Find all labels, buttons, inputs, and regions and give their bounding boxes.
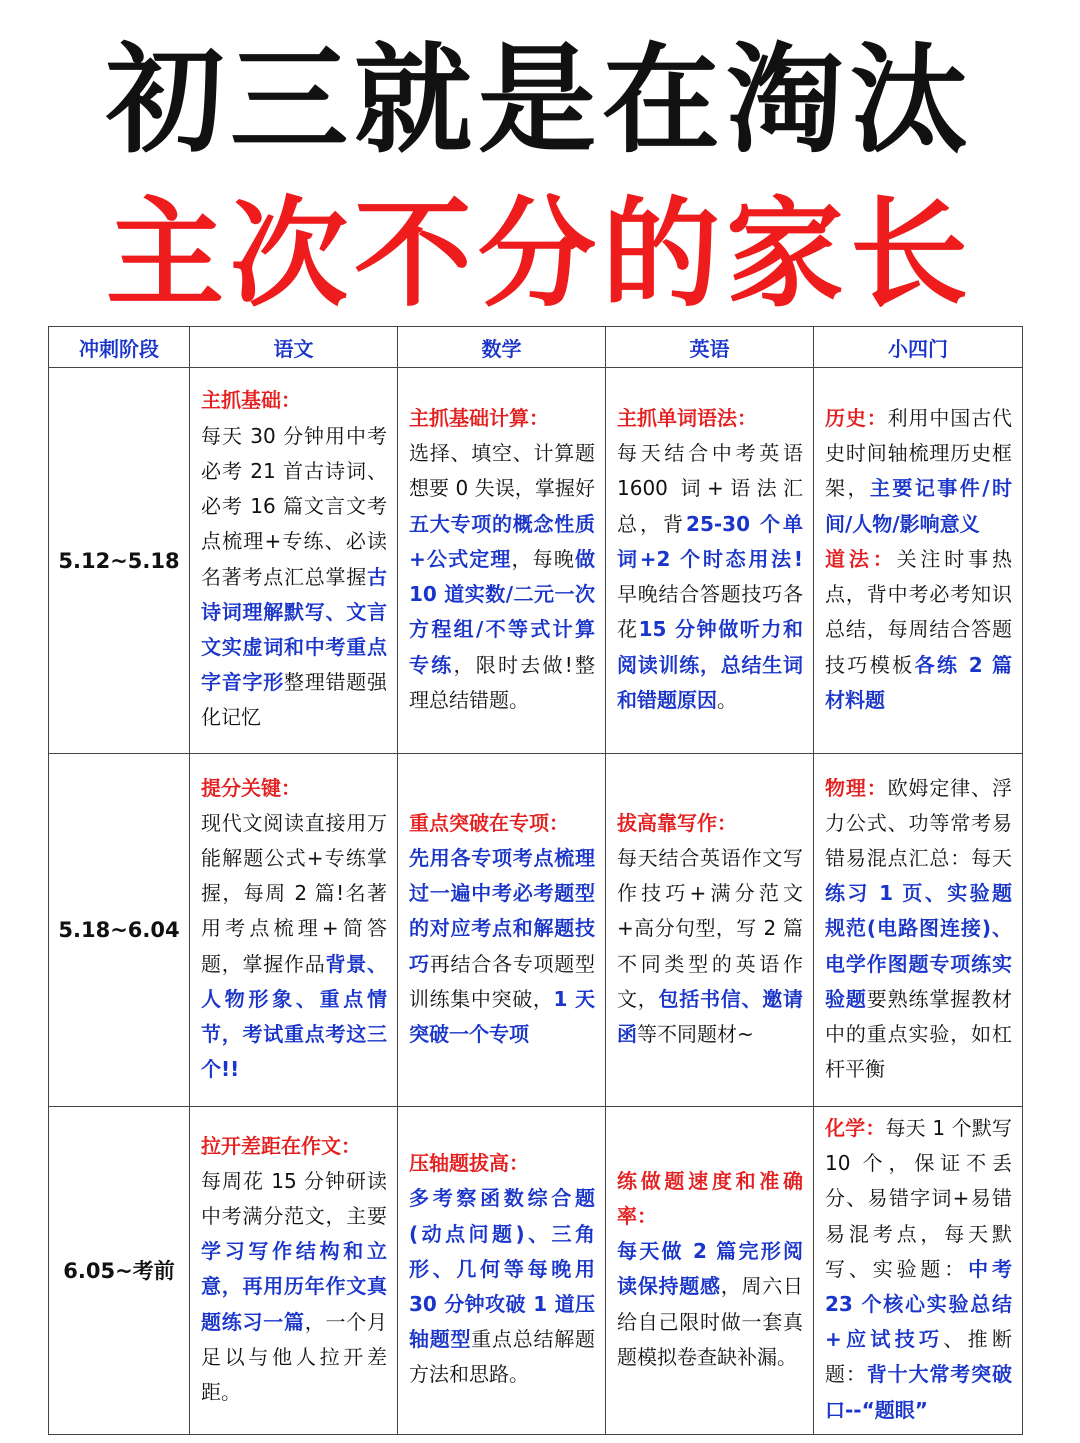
highlight-text: 古诗词理解默写、文言文实虚词和中考重点字音字形: [201, 564, 387, 695]
others-cell: [814, 368, 1023, 754]
section-heading: 提分关键：: [201, 775, 301, 800]
section-heading: 物理：: [825, 775, 888, 800]
highlight-text: 包括书信、邀请函: [617, 986, 803, 1046]
chinese-cell: [190, 368, 398, 754]
highlight-text: 15 分钟做听力和阅读训练，总结生词和错题原因: [617, 617, 804, 712]
stage-cell: 5.18~6.04: [49, 754, 190, 1107]
study-plan-table: [48, 326, 1023, 1435]
body-text: 早晚结合答题技巧各花: [617, 582, 803, 642]
others-cell: [814, 754, 1023, 1107]
body-text: 、推断题：: [825, 1327, 1012, 1387]
body-text: 欧姆定律、浮力公式、功等常考易错易混点汇总：每天: [825, 775, 1012, 870]
section-heading: 拉开差距在作文：: [201, 1133, 361, 1158]
body-text: 选择、填空、计算题想要 0 失误，掌握好: [409, 441, 595, 501]
section-heading: 道法：: [825, 546, 897, 571]
body-text: ，每晚: [511, 546, 575, 571]
english-cell: [606, 368, 814, 754]
table-row: [49, 368, 1023, 754]
section-heading: 练做题速度和准确率：: [617, 1168, 803, 1228]
highlight-text: 做 10 道实数/二元一次方程组/不等式计算专练: [409, 546, 595, 677]
header-stage: 冲刺阶段: [49, 327, 190, 368]
body-text: 关注时事热点，背中考必考知识总结，每周结合答题技巧模板: [825, 546, 1013, 677]
stage-cell: 5.12~5.18: [49, 368, 190, 754]
body-text: 每天 1 个默写 10 个，保证不丢分、易错字词+易错易混考点，每天默写、实验题：: [825, 1116, 1012, 1281]
header-math: 数学: [398, 327, 606, 368]
body-text: ，一个月足以与他人拉开差距。: [201, 1309, 387, 1405]
others-cell: [814, 1107, 1023, 1435]
chinese-cell: [190, 754, 398, 1107]
section-heading: 主抓基础计算：: [409, 406, 549, 431]
highlight-text: 25-30 个单词+2 个时态用法!: [617, 511, 803, 571]
body-text: 每天结合中考英语 1600 词+语法汇总，背: [617, 441, 803, 536]
body-text: 等不同题材~: [637, 1022, 754, 1046]
body-text: 每周花 15 分钟研读中考满分范文，主要: [201, 1168, 387, 1228]
highlight-text: 背景、人物形象、重点情节，考试重点考这三个!!: [201, 951, 387, 1082]
body-text: ，周六日给自己限时做一套真题模拟卷查缺补漏。: [617, 1274, 803, 1369]
highlight-text: 先用各专项考点梳理过一遍中考必考题型的对应考点和解题技巧: [409, 845, 595, 976]
section-heading: 历史：: [825, 406, 888, 431]
body-text: 整理错题强化记忆: [201, 670, 387, 730]
body-text: 。: [717, 687, 737, 712]
header-english: 英语: [606, 327, 814, 368]
body-text: 现代文阅读直接用万能解题公式+专练掌握，每周 2 篇!名著用考点梳理+简答题，掌握作品: [201, 810, 387, 976]
highlight-text: 每天做 2 篇完形阅读保持题感: [617, 1239, 803, 1299]
header-others: 小四门: [814, 327, 1023, 368]
section-heading: 主抓单词语法：: [617, 406, 757, 431]
body-text: 利用中国古代史时间轴梳理历史框架，: [825, 406, 1012, 501]
highlight-text: 练习 1 页、实验题规范(电路图连接)、电学作图题专项练实验题: [825, 881, 1012, 1011]
body-text: 每天 30 分钟用中考必考 21 首古诗词、必考 16 篇文言文考点梳理+专练、必读名著考点汇总掌握: [201, 423, 387, 589]
body-text: 重点总结解题方法和思路。: [409, 1327, 595, 1387]
highlight-text: 主要记事件/时间/人物/影响意义: [825, 476, 1012, 536]
highlight-text: 五大专项的概念性质+公式定理: [409, 511, 595, 571]
english-cell: [606, 1107, 814, 1435]
section-heading: 压轴题拔高：: [409, 1151, 529, 1176]
body-text: 要熟练掌握教材中的重点实验，如杠杆平衡: [825, 986, 1012, 1082]
math-cell: [398, 754, 606, 1107]
page-title: 初三就是在淘汰: [105, 31, 974, 169]
table-row: [49, 1107, 1023, 1435]
highlight-text: 学习写作结构和立意，再用历年作文真题练习一篇: [201, 1239, 387, 1334]
highlight-text: 各练 2 篇材料题: [825, 652, 1012, 712]
chinese-cell: [190, 1107, 398, 1435]
math-cell: [398, 368, 606, 754]
body-text: 每天结合英语作文写作技巧+满分范文+高分句型，写 2 篇不同类型的英语作文，: [617, 845, 803, 1011]
english-cell: [606, 754, 814, 1107]
table-header-row: [49, 327, 1023, 368]
highlight-text: 1 天突破一个专项: [409, 986, 596, 1046]
section-heading: 化学：: [825, 1116, 886, 1140]
math-cell: [398, 1107, 606, 1435]
section-heading: 主抓基础：: [201, 388, 301, 413]
section-heading: 重点突破在专项：: [409, 810, 569, 835]
highlight-text: 背十大常考突破口--“题眼”: [825, 1362, 1012, 1422]
stage-cell: 6.05~考前: [49, 1107, 190, 1435]
table-row: [49, 754, 1023, 1107]
highlight-text: 中考 23 个核心实验总结+应试技巧: [825, 1256, 1013, 1352]
body-text: ，限时去做!整理总结错题。: [409, 652, 595, 712]
section-heading: 拔高靠写作：: [617, 810, 737, 835]
page-subtitle: 主次不分的家长: [105, 185, 974, 323]
highlight-text: 多考察函数综合题(动点问题)、三角形、几何等每晚用 30 分钟攻破 1 道压轴题型: [409, 1186, 595, 1352]
body-text: 再结合各专项题型训练集中突破，: [409, 951, 595, 1011]
header-chinese: 语文: [190, 327, 398, 368]
